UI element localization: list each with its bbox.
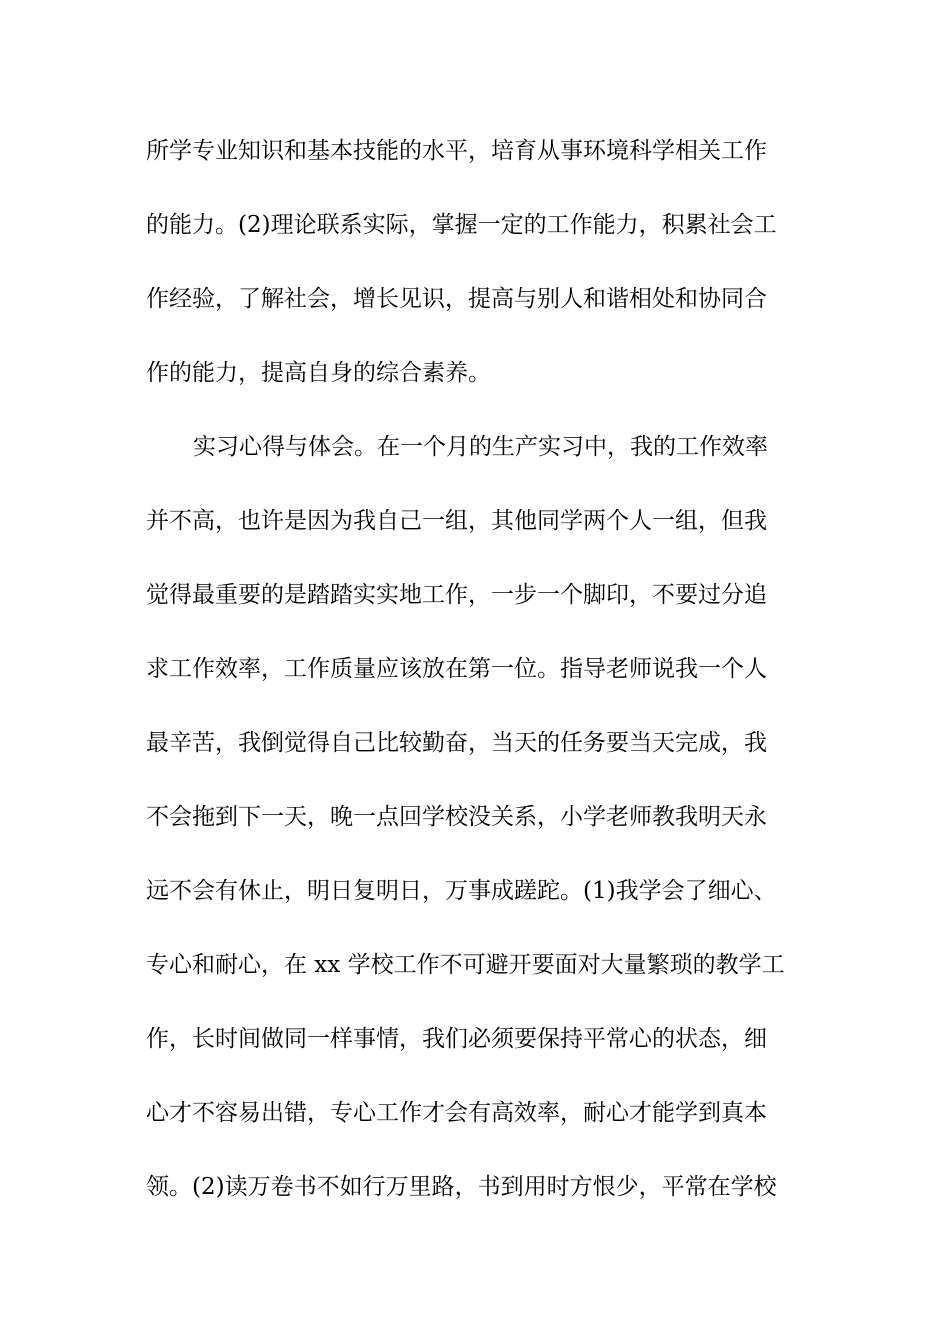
document-body bbox=[146, 128, 816, 1238]
text-line-3: 作经验，了解社会，增长见识，提高与别人和谐相处和协同合 bbox=[146, 286, 767, 312]
text-line-14: 心才不容易出错，专心工作才会有高效率，耐心才能学到真本 bbox=[146, 1100, 767, 1126]
text-line-13: 作，长时间做同一样事情，我们必须要保持平常心的状态，细 bbox=[146, 1026, 767, 1052]
text-line-7: 觉得最重要的是踏踏实实地工作，一步一个脚印，不要过分追 bbox=[146, 582, 767, 608]
text-line-15: 领。(2)读万卷书不如行万里路，书到用时方恨少，平常在学校 bbox=[146, 1174, 777, 1200]
text-line-10: 不会拖到下一天，晚一点回学校没关系，小学老师教我明天永 bbox=[146, 804, 767, 830]
text-line-2: 的能力。(2)理论联系实际，掌握一定的工作能力，积累社会工 bbox=[146, 212, 777, 238]
text-line-9: 最辛苦，我倒觉得自己比较勤奋，当天的任务要当天完成，我 bbox=[146, 730, 767, 756]
text-line-1: 所学专业知识和基本技能的水平，培育从事环境科学相关工作 bbox=[146, 138, 767, 164]
text-line-6: 并不高，也许是因为我自己一组，其他同学两个人一组，但我 bbox=[146, 508, 767, 534]
text-line-4: 作的能力，提高自身的综合素养。 bbox=[146, 360, 491, 386]
text-line-12: 专心和耐心，在 xx 学校工作不可避开要面对大量繁琐的教学工 bbox=[146, 952, 785, 978]
text-line-5: 实习心得与体会。在一个月的生产实习中，我的工作效率 bbox=[193, 434, 768, 460]
text-line-11: 远不会有休止，明日复明日，万事成蹉跎。(1)我学会了细心、 bbox=[146, 878, 777, 904]
text-line-8: 求工作效率，工作质量应该放在第一位。指导老师说我一个人 bbox=[146, 656, 767, 682]
